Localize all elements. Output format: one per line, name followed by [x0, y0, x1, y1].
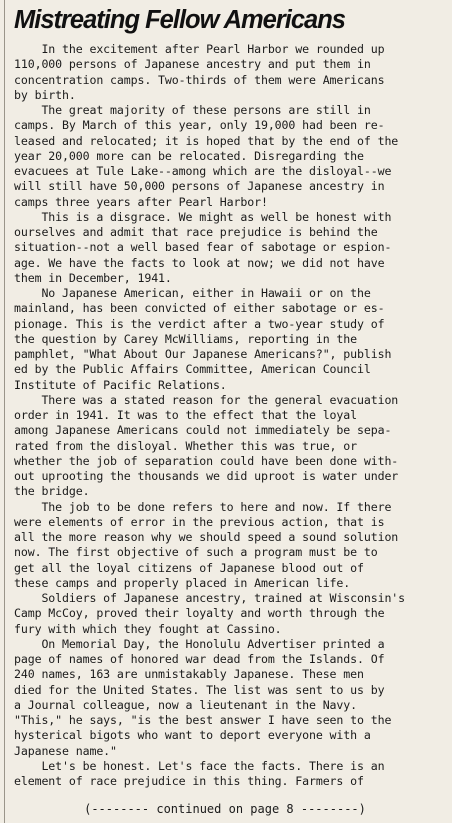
article-line: element of race prejudice in this thing. Farmers of	[14, 774, 364, 788]
article-body	[14, 42, 448, 789]
article-line: camps. By March of this year, only 19,000 had been re-	[14, 118, 385, 133]
clipping-edge	[4, 0, 5, 823]
article-line: The job to be done refers to here and now. If there	[14, 499, 392, 514]
article-line: now. The first objective of such a program must be to	[14, 545, 378, 560]
article-line: them in December, 1941.	[14, 270, 172, 285]
article-line: This is a disgrace. We might as well be honest with	[14, 209, 392, 224]
article-line: "This," he says, "is the best answer I have seen to the	[14, 713, 392, 727]
article-line: by birth.	[14, 87, 76, 102]
article-line: On Memorial Day, the Honolulu Advertiser printed a	[14, 636, 385, 651]
article-line: Camp McCoy, proved their loyalty and worth through the	[14, 606, 385, 621]
article-line: get all the loyal citizens of Japanese blood out of	[14, 560, 364, 575]
article-line: camps three years after Pearl Harbor!	[14, 194, 268, 209]
article-line: leased and relocated; it is hoped that by the end of the	[14, 133, 399, 148]
article-line: situation--not a well based fear of sabotage or espion-	[14, 240, 392, 255]
article-line: There was a stated reason for the general evacuation	[14, 392, 399, 407]
article-line: a Journal colleague, now a lieutenant in the Navy.	[14, 697, 358, 712]
article-line: died for the United States. The list was sent to us by	[14, 682, 385, 697]
article-line: mainland, has been convicted of either sabotage or es-	[14, 301, 385, 316]
article-line: ed by the Public Affairs Committee, American Council	[14, 362, 371, 377]
article-line: order in 1941. It was to the effect that the loyal	[14, 408, 358, 422]
headline: Mistreating Fellow Americans	[14, 6, 345, 34]
article-line: Institute of Pacific Relations.	[14, 377, 227, 392]
article-line: No Japanese American, either in Hawaii or on the	[14, 286, 371, 300]
article-line: rated from the disloyal. Whether this was true, or	[14, 438, 358, 453]
article-line: fury with which they fought at Cassino.	[14, 621, 282, 636]
article-line: the question by Carey McWilliams, reporting in the	[14, 331, 358, 346]
article-line: ourselves and admit that race prejudice is behind the	[14, 225, 378, 239]
continued-notice: (-------- continued on page 8 --------)	[84, 802, 366, 816]
article-line: pionage. This is the verdict after a two-year study of	[14, 316, 385, 331]
article-line: whether the job of separation could have been done with-	[14, 453, 399, 468]
article-line: all the more reason why we should speed a sound solution	[14, 530, 399, 544]
article-line: 240 names, 163 are unmistakably Japanese. These men	[14, 667, 364, 682]
article-line: year 20,000 more can be relocated. Disregarding the	[14, 148, 364, 163]
article-line: out uprooting the thousands we did uproot is water under	[14, 469, 399, 483]
article-line: age. We have the facts to look at now; we did not have	[14, 255, 385, 270]
article-line: were elements of error in the previous action, that is	[14, 514, 385, 529]
article-line: will still have 50,000 persons of Japanese ancestry in	[14, 179, 385, 194]
article-line: Soldiers of Japanese ancestry, trained at Wisconsin's	[14, 591, 406, 605]
article-line: page of names of honored war dead from the Islands. Of	[14, 652, 385, 666]
article-line: In the excitement after Pearl Harbor we rounded up	[14, 42, 385, 56]
article-line: among Japanese Americans could not immediately be sepa-	[14, 423, 392, 438]
article-line: hysterical bigots who want to deport everyone with a	[14, 728, 371, 743]
article-line: 110,000 persons of Japanese ancestry and put them in	[14, 57, 371, 72]
article-line: these camps and properly placed in American life.	[14, 575, 351, 590]
article-line: Let's be honest. Let's face the facts. There is an	[14, 758, 385, 773]
article-line: The great majority of these persons are still in	[14, 103, 371, 117]
article-line: evacuees at Tule Lake--among which are the disloyal--we	[14, 164, 392, 178]
article-line: concentration camps. Two-thirds of them were Americans	[14, 72, 385, 87]
article-line: pamphlet, "What About Our Japanese Americans?", publish	[14, 347, 392, 361]
article-line: the bridge.	[14, 484, 90, 499]
article-line: Japanese name."	[14, 743, 117, 758]
